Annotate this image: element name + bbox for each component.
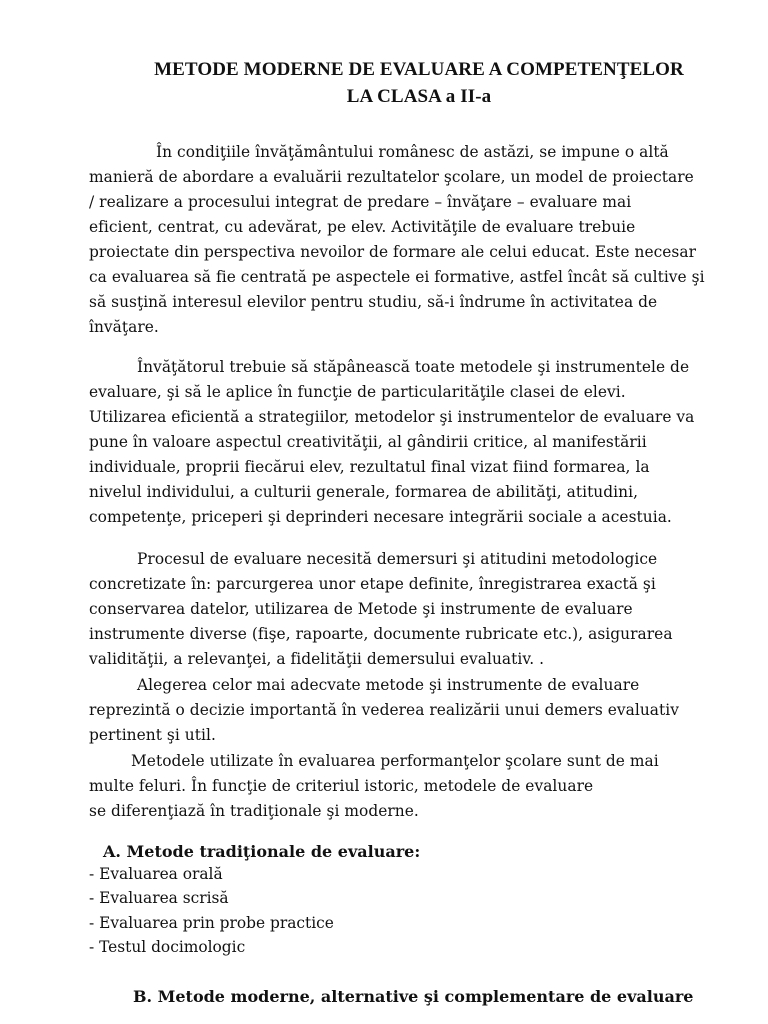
- paragraph-2-line-5: individuale, proprii fiecărui elev, rezultatul final vizat fiind formarea, la: [89, 458, 650, 476]
- paragraph-2-line-7: competenţe, priceperi şi deprinderi necesare integrării sociale a acestuia.: [89, 508, 672, 526]
- paragraph-3-line-3: conservarea datelor, utilizarea de Metode şi instrumente de evaluare: [89, 600, 633, 618]
- list-item: - Testul docimologic: [89, 938, 246, 956]
- paragraph-1-line-8: învăţare.: [89, 318, 159, 336]
- paragraph-1-line-7: să susţină interesul elevilor pentru studiu, să-i îndrume în activitatea de: [89, 293, 658, 311]
- paragraph-5-line-2: multe feluri. În funcţie de criteriul istoric, metodele de evaluare: [89, 777, 594, 795]
- paragraph-5-line-1: Metodele utilizate în evaluarea performanţelor şcolare sunt de mai: [131, 752, 659, 770]
- paragraph-1-line-2: manieră de abordare a evaluării rezultatelor şcolare, un model de proiectare: [89, 168, 694, 186]
- paragraph-5-line-3: se diferenţiază în tradiţionale şi moderne.: [89, 802, 419, 820]
- paragraph-3-line-4: instrumente diverse (fişe, rapoarte, documente rubricate etc.), asigurarea: [89, 625, 673, 643]
- paragraph-2-line-2: evaluare, şi să le aplice în funcţie de particularităţile clasei de elevi.: [89, 383, 626, 401]
- list-item: - Evaluarea orală: [89, 865, 223, 883]
- paragraph-1-line-5: proiectate din perspectiva nevoilor de formare ale celui educat. Este necesar: [89, 243, 697, 261]
- paragraph-4-line-3: pertinent şi util.: [89, 726, 216, 744]
- paragraph-2-line-6: nivelul individului, a culturii generale, formarea de abilităţi, atitudini,: [89, 483, 639, 501]
- document-title-line-2: LA CLASA a II-a: [346, 86, 492, 107]
- list-item: - Evaluarea scrisă: [89, 889, 229, 907]
- paragraph-2-line-1: Învăţătorul trebuie să stăpânească toate metodele şi instrumentele de: [137, 358, 690, 376]
- paragraph-1-line-4: eficient, centrat, cu adevărat, pe elev. Activităţile de evaluare trebuie: [89, 218, 636, 236]
- list-item: - Evaluarea prin probe practice: [89, 914, 334, 932]
- paragraph-3-line-5: validităţii, a relevanţei, a fidelităţii demersului evaluativ. .: [89, 650, 545, 668]
- paragraph-2-line-3: Utilizarea eficientă a strategiilor, metodelor şi instrumentelor de evaluare va: [89, 408, 695, 426]
- paragraph-3-line-2: concretizate în: parcurgerea unor etape definite, înregistrarea exactă şi: [89, 575, 656, 593]
- paragraph-1-line-3: / realizare a procesului integrat de predare – învăţare – evaluare mai: [89, 193, 632, 211]
- section-b-heading: B. Metode moderne, alternative şi complementare de evaluare: [133, 987, 694, 1006]
- section-a-heading: A. Metode tradiţionale de evaluare:: [103, 842, 421, 861]
- paragraph-4-line-2: reprezintă o decizie importantă în vederea realizării unui demers evaluativ: [89, 701, 679, 719]
- paragraph-2-line-4: pune în valoare aspectul creativităţii, al gândirii critice, al manifestării: [89, 433, 647, 451]
- paragraph-1-line-1: În condiţiile învăţământului românesc de astăzi, se impune o altă: [156, 143, 669, 161]
- paragraph-3-line-1: Procesul de evaluare necesită demersuri şi atitudini metodologice: [137, 550, 658, 568]
- document-title-line-1: METODE MODERNE DE EVALUARE A COMPETENŢELOR: [154, 59, 684, 80]
- paragraph-1-line-6: ca evaluarea să fie centrată pe aspectele ei formative, astfel încât să cultive şi: [89, 268, 705, 286]
- paragraph-4-line-1: Alegerea celor mai adecvate metode şi instrumente de evaluare: [137, 676, 640, 694]
